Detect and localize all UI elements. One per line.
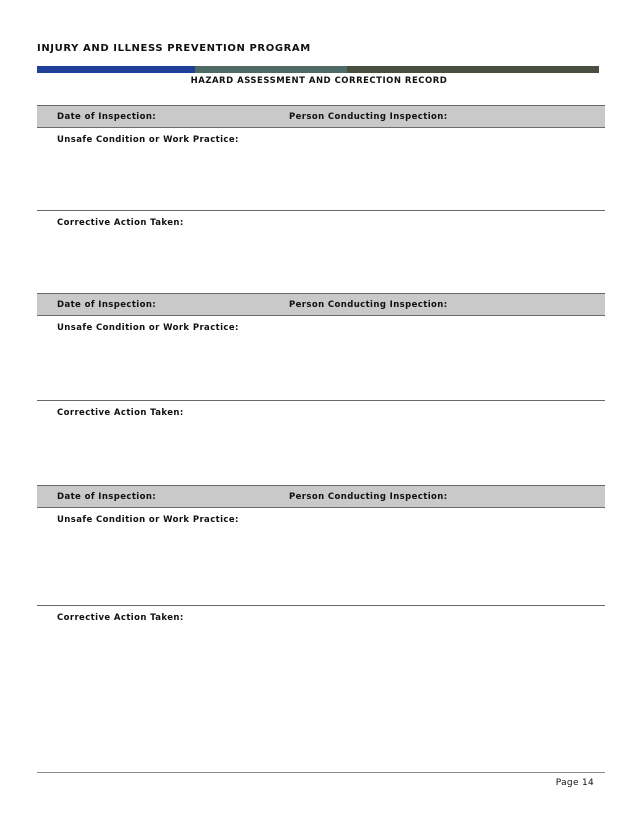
corrective-action-section[interactable] xyxy=(37,211,605,294)
unsafe-condition-section[interactable] xyxy=(37,508,605,606)
header-bar-segment-blue xyxy=(37,66,195,73)
date-of-inspection-label: Date of Inspection: xyxy=(57,112,157,122)
document-title: INJURY AND ILLNESS PREVENTION PROGRAM xyxy=(37,43,311,54)
header-color-bar xyxy=(37,66,599,73)
inspection-record xyxy=(37,485,605,756)
person-conducting-inspection-label: Person Conducting Inspection: xyxy=(289,112,448,122)
footer-divider xyxy=(37,772,605,773)
corrective-action-section[interactable] xyxy=(37,606,605,756)
corrective-action-label: Corrective Action Taken: xyxy=(57,408,184,418)
record-header-row xyxy=(37,293,605,316)
inspection-record xyxy=(37,105,605,294)
form-title: HAZARD ASSESSMENT AND CORRECTION RECORD xyxy=(190,76,448,86)
date-of-inspection-label: Date of Inspection: xyxy=(57,300,157,310)
unsafe-condition-label: Unsafe Condition or Work Practice: xyxy=(57,323,239,333)
inspection-record xyxy=(37,293,605,481)
date-of-inspection-label: Date of Inspection: xyxy=(57,492,157,502)
record-header-row xyxy=(37,105,605,128)
corrective-action-section[interactable] xyxy=(37,401,605,481)
person-conducting-inspection-label: Person Conducting Inspection: xyxy=(289,300,448,310)
person-conducting-inspection-label: Person Conducting Inspection: xyxy=(289,492,448,502)
corrective-action-label: Corrective Action Taken: xyxy=(57,613,184,623)
unsafe-condition-section[interactable] xyxy=(37,128,605,211)
unsafe-condition-label: Unsafe Condition or Work Practice: xyxy=(57,515,239,525)
page-number: Page 14 xyxy=(555,778,594,788)
header-bar-segment-teal xyxy=(195,66,347,73)
corrective-action-label: Corrective Action Taken: xyxy=(57,218,184,228)
record-header-row xyxy=(37,485,605,508)
unsafe-condition-section[interactable] xyxy=(37,316,605,401)
unsafe-condition-label: Unsafe Condition or Work Practice: xyxy=(57,135,239,145)
header-bar-segment-olive xyxy=(347,66,599,73)
